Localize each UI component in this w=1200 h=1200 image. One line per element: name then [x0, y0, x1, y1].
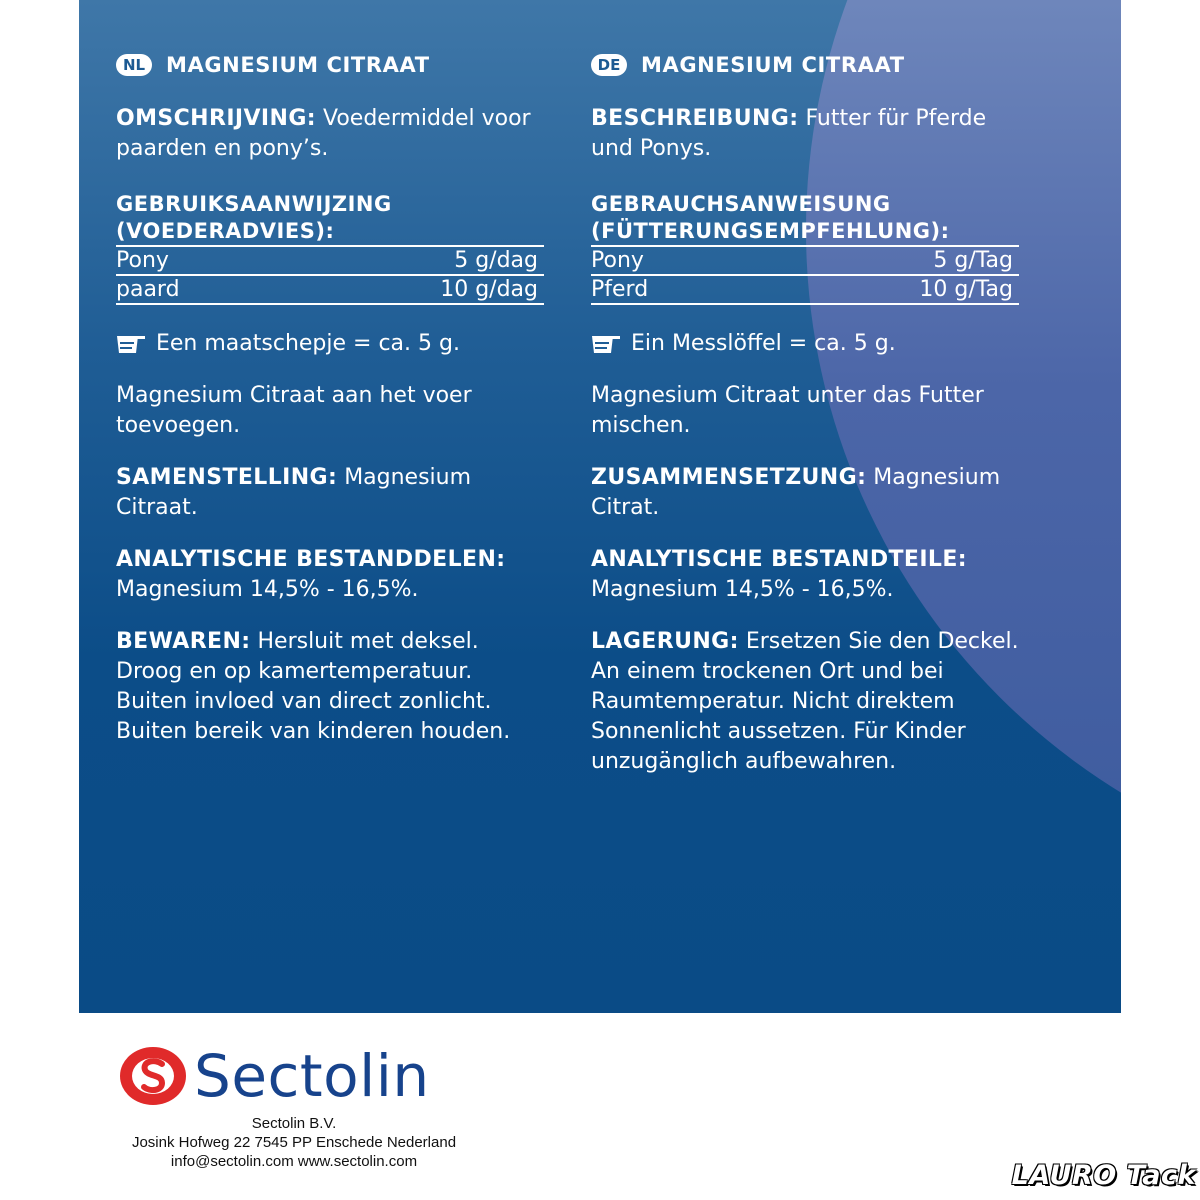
de-heading	[591, 48, 1023, 82]
de-analytical-label: ANALYTISCHE BESTANDTEILE:	[591, 547, 967, 572]
nl-analytical-text: Magnesium 14,5% - 16,5%.	[116, 577, 419, 602]
table-row	[591, 246, 1019, 275]
nl-dosage-animal: paard	[116, 275, 279, 304]
de-dosage-table	[591, 245, 1019, 305]
measuring-scoop-icon	[591, 333, 621, 355]
nl-usage-title-2: (VOEDERADVIES):	[116, 219, 335, 243]
company-name: Sectolin B.V.	[251, 1115, 337, 1132]
de-dosage-animal: Pferd	[591, 275, 747, 304]
de-usage-title-1: GEBRAUCHSANWEISUNG	[591, 192, 891, 216]
nl-usage-title-1: GEBRUIKSAANWIJZING	[116, 192, 392, 216]
company-address	[114, 1114, 474, 1171]
nl-dosage-table	[116, 245, 544, 305]
nl-product-title: MAGNESIUM CITRAAT	[166, 53, 430, 77]
nl-mix-text: Magnesium Citraat aan het voer toevoegen.	[116, 383, 472, 438]
de-language-badge: DE	[591, 54, 627, 76]
table-row	[591, 275, 1019, 304]
nl-composition-text: Magnesium Citraat.	[116, 465, 472, 520]
de-storage	[591, 627, 1023, 777]
de-storage-text: Ersetzen Sie den Deckel. An einem trockenen Ort und bei Raumtemperatur. Nicht direktem Sonnenlicht aussetzen. Für Kinder unzugänglich aufbewahren.	[591, 629, 1019, 774]
nl-scoop-text: Een maatschepje = ca. 5 g.	[156, 331, 460, 356]
nl-storage-label: BEWAREN:	[116, 629, 251, 654]
de-usage-title-2: (FÜTTERUNGSEMPFEHLUNG):	[591, 219, 950, 243]
de-analytical-text: Magnesium 14,5% - 16,5%.	[591, 577, 894, 602]
measuring-scoop-icon	[116, 333, 146, 355]
de-analytical	[591, 545, 1023, 605]
de-description-text: Futter für Pferde und Ponys.	[591, 106, 987, 161]
de-storage-label: LAGERUNG:	[591, 629, 739, 654]
de-scoop-line	[591, 329, 1023, 359]
de-mix-text: Magnesium Citraat unter das Futter mischen.	[591, 383, 984, 438]
nl-dosage-amount: 5 g/dag	[279, 246, 544, 275]
nl-storage-text: Hersluit met deksel. Droog en op kamertemperatuur. Buiten invloed van direct zonlicht. Buiten bereik van kinderen houden.	[116, 629, 511, 744]
german-column	[591, 48, 1023, 777]
de-composition	[591, 463, 1023, 523]
de-scoop-text: Ein Messlöffel = ca. 5 g.	[631, 331, 896, 356]
de-dosage-animal: Pony	[591, 246, 747, 275]
brand-name: Sectolin	[194, 1042, 430, 1110]
nl-analytical	[116, 545, 548, 605]
sectolin-logo-mark	[118, 1045, 188, 1107]
nl-scoop-line	[116, 329, 548, 359]
nl-dosage-amount: 10 g/dag	[279, 275, 544, 304]
nl-description-text: Voedermiddel voor paarden en pony’s.	[116, 106, 531, 161]
nl-composition-label: SAMENSTELLING:	[116, 465, 338, 490]
dutch-column	[116, 48, 548, 747]
nl-description	[116, 104, 548, 164]
nl-storage	[116, 627, 548, 747]
de-dosage-amount: 5 g/Tag	[747, 246, 1019, 275]
nl-heading	[116, 48, 548, 82]
de-composition-label: ZUSAMMENSETZUNG:	[591, 465, 867, 490]
table-row	[116, 246, 544, 275]
nl-dosage-animal: Pony	[116, 246, 279, 275]
table-row	[116, 275, 544, 304]
street-address: Josink Hofweg 22 7545 PP Enschede Nederland	[131, 1134, 457, 1151]
watermark-text: LAURO Tack	[1011, 1160, 1196, 1191]
brand-logo	[118, 1042, 430, 1110]
de-dosage-amount: 10 g/Tag	[747, 275, 1019, 304]
nl-description-label: OMSCHRIJVING:	[116, 106, 316, 131]
contact-info: info@sectolin.com www.sectolin.com	[170, 1153, 418, 1170]
de-usage	[591, 191, 1023, 305]
nl-language-badge: NL	[116, 54, 152, 76]
nl-analytical-label: ANALYTISCHE BESTANDDELEN:	[116, 547, 506, 572]
nl-usage	[116, 191, 548, 305]
de-description-label: BESCHREIBUNG:	[591, 106, 799, 131]
de-description	[591, 104, 1023, 164]
de-product-title: MAGNESIUM CITRAAT	[641, 53, 905, 77]
nl-composition	[116, 463, 548, 523]
de-composition-text: Magnesium Citrat.	[591, 465, 1001, 520]
